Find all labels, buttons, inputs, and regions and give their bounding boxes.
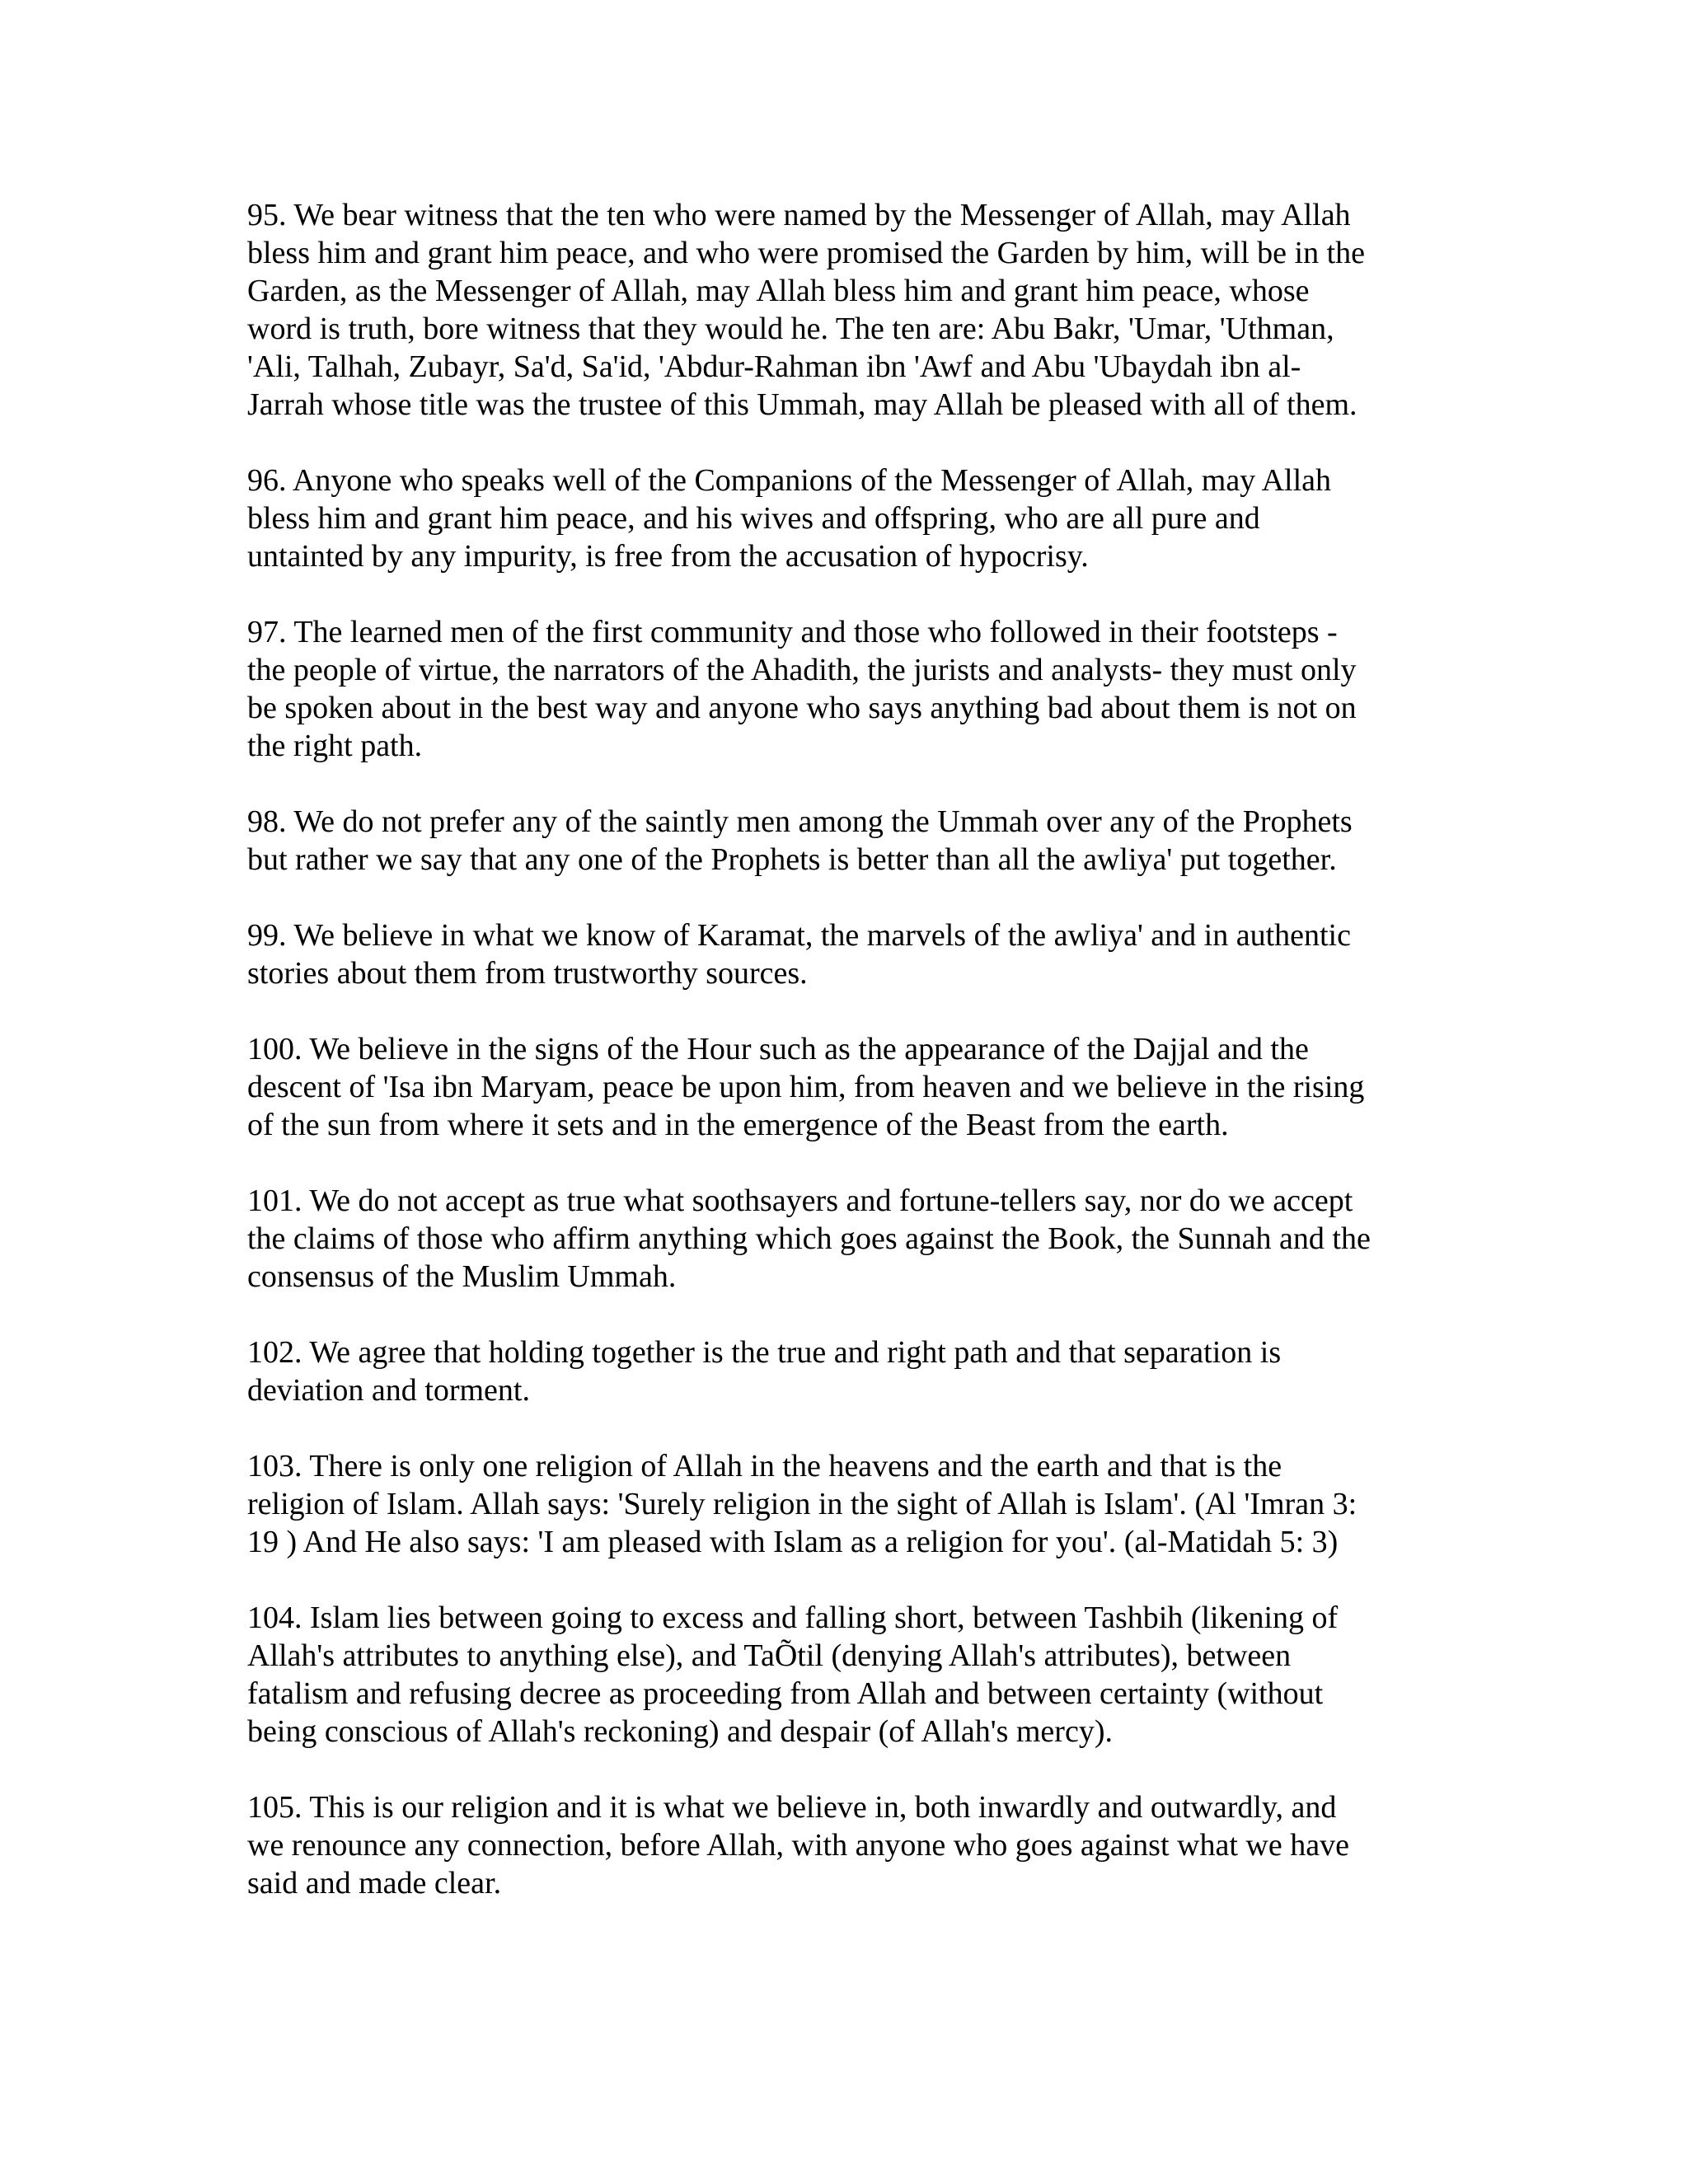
text-line: 99. We believe in what we know of Karamat, the marvels of the awliya' and in authentic (247, 918, 1351, 953)
text-line: Garden, as the Messenger of Allah, may Allah bless him and grant him peace, whose (247, 274, 1310, 308)
text-line: stories about them from trustworthy sources. (247, 956, 808, 991)
text-line: the claims of those who affirm anything which goes against the Book, the Sunnah and the (247, 1221, 1371, 1256)
text-line: said and made clear. (247, 1866, 502, 1900)
text-line: be spoken about in the best way and anyone who says anything bad about them is not on (247, 691, 1357, 725)
paragraph-99 (247, 916, 1467, 992)
paragraph-104 (247, 1599, 1467, 1750)
paragraph-98 (247, 803, 1467, 879)
paragraph-97 (247, 613, 1467, 765)
text-line: word is truth, bore witness that they would he. The ten are: Abu Bakr, 'Umar, 'Uthman, (247, 312, 1334, 346)
text-line: bless him and grant him peace, and who were promised the Garden by him, will be in the (247, 236, 1366, 270)
text-line: but rather we say that any one of the Prophets is better than all the awliya' put together. (247, 842, 1337, 877)
text-line: religion of Islam. Allah says: 'Surely religion in the sight of Allah is Islam'. (Al 'Imran 3: (247, 1487, 1357, 1521)
text-line: 103. There is only one religion of Allah in the heavens and the earth and that is the (247, 1449, 1282, 1483)
text-line: descent of 'Isa ibn Maryam, peace be upon him, from heaven and we believe in the rising (247, 1070, 1365, 1104)
paragraph-96 (247, 462, 1467, 575)
text-line: 95. We bear witness that the ten who were named by the Messenger of Allah, may Allah (247, 198, 1351, 232)
text-line: 102. We agree that holding together is the true and right path and that separation is (247, 1335, 1282, 1370)
text-line: the right path. (247, 729, 423, 763)
text-line: 105. This is our religion and it is what we believe in, both inwardly and outwardly, and (247, 1790, 1337, 1825)
document-body (247, 196, 1467, 1902)
text-line: being conscious of Allah's reckoning) and despair (of Allah's mercy). (247, 1714, 1113, 1749)
text-line: 104. Islam lies between going to excess and falling short, between Tashbih (likening of (247, 1601, 1339, 1635)
text-line: of the sun from where it sets and in the emergence of the Beast from the earth. (247, 1108, 1229, 1142)
text-line: 101. We do not accept as true what soothsayers and fortune-tellers say, nor do we accept (247, 1183, 1353, 1218)
paragraph-105 (247, 1788, 1467, 1902)
text-line: we renounce any connection, before Allah, with anyone who goes against what we have (247, 1828, 1349, 1863)
text-line: 97. The learned men of the first community and those who followed in their footsteps - (247, 615, 1338, 649)
text-line: Jarrah whose title was the trustee of this Ummah, may Allah be pleased with all of them. (247, 387, 1357, 422)
text-line: bless him and grant him peace, and his wives and offspring, who are all pure and (247, 501, 1260, 536)
paragraph-102 (247, 1333, 1467, 1409)
paragraph-95 (247, 196, 1467, 424)
text-line: 'Ali, Talhah, Zubayr, Sa'd, Sa'id, 'Abdur-Rahman ibn 'Awf and Abu 'Ubaydah ibn al- (247, 349, 1301, 384)
paragraph-101 (247, 1182, 1467, 1296)
text-line: 96. Anyone who speaks well of the Companions of the Messenger of Allah, may Allah (247, 463, 1332, 498)
text-line: Allah's attributes to anything else), and TaÕtil (denying Allah's attributes), between (247, 1638, 1292, 1673)
paragraph-100 (247, 1030, 1467, 1144)
text-line: untainted by any impurity, is free from the accusation of hypocrisy. (247, 539, 1089, 574)
text-line: the people of virtue, the narrators of the Ahadith, the jurists and analysts- they must only (247, 653, 1357, 687)
paragraph-103 (247, 1447, 1467, 1561)
text-line: deviation and torment. (247, 1373, 530, 1408)
text-line: consensus of the Muslim Ummah. (247, 1259, 677, 1294)
text-line: 19 ) And He also says: 'I am pleased with Islam as a religion for you'. (al-Matidah 5: 3) (247, 1525, 1339, 1559)
text-line: 100. We believe in the signs of the Hour such as the appearance of the Dajjal and the (247, 1032, 1309, 1066)
text-line: fatalism and refusing decree as proceeding from Allah and between certainty (without (247, 1676, 1324, 1711)
text-line: 98. We do not prefer any of the saintly men among the Ummah over any of the Prophets (247, 804, 1353, 839)
